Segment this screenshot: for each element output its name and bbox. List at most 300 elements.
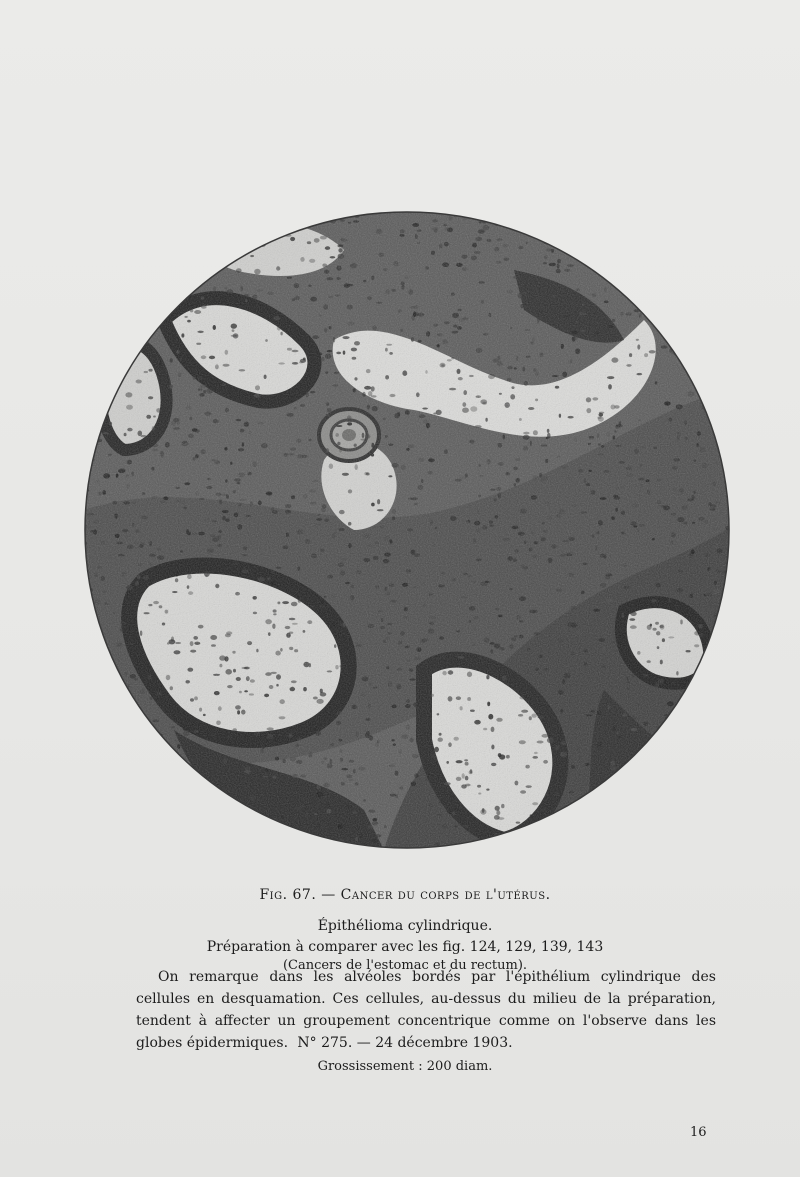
cell-nucleus <box>89 327 92 330</box>
cell-nucleus <box>86 677 92 680</box>
cell-nucleus <box>88 700 93 704</box>
cell-nucleus <box>209 809 215 811</box>
cell-nucleus <box>666 237 670 241</box>
cell-nucleus <box>717 668 724 671</box>
cell-nucleus <box>641 830 646 835</box>
cell-nucleus <box>639 254 643 256</box>
page-number: 16 <box>690 1125 707 1140</box>
cell-nucleus <box>561 816 565 820</box>
specimen-number: N° 275. — 24 décembre 1903. <box>297 1035 513 1051</box>
cell-nucleus <box>163 793 167 797</box>
cell-nucleus <box>159 781 162 783</box>
cell-nucleus <box>668 245 672 249</box>
cell-nucleus <box>114 324 119 329</box>
cell-nucleus <box>700 789 704 793</box>
cell-nucleus <box>663 760 670 765</box>
cell-nucleus <box>688 212 693 217</box>
cell-nucleus <box>562 818 566 822</box>
cell-nucleus <box>612 282 618 284</box>
cell-nucleus <box>638 259 641 261</box>
cell-nucleus <box>160 287 166 292</box>
cell-nucleus <box>120 340 125 343</box>
cell-nucleus <box>709 270 716 273</box>
cell-nucleus <box>624 285 628 288</box>
cell-nucleus <box>133 789 137 791</box>
cell-nucleus <box>157 819 160 825</box>
cell-nucleus <box>693 709 698 713</box>
cell-nucleus <box>113 382 118 385</box>
cell-nucleus <box>182 775 188 778</box>
cell-nucleus <box>115 760 121 763</box>
cell-nucleus <box>726 842 730 844</box>
cell-nucleus <box>190 214 197 219</box>
cell-nucleus <box>709 820 715 823</box>
cell-nucleus <box>639 808 646 813</box>
cell-nucleus <box>129 310 134 315</box>
cell-nucleus <box>84 736 89 740</box>
cell-nucleus <box>98 796 101 800</box>
cell-nucleus <box>625 823 628 825</box>
cell-nucleus <box>185 835 192 837</box>
cell-nucleus <box>467 211 470 215</box>
cell-nucleus <box>708 698 712 701</box>
cell-nucleus <box>693 707 697 712</box>
cell-nucleus <box>143 832 148 836</box>
cell-nucleus <box>144 839 147 844</box>
cell-nucleus <box>673 825 680 827</box>
cell-nucleus <box>189 800 194 802</box>
cell-nucleus <box>91 366 97 372</box>
cell-nucleus <box>670 832 674 836</box>
cell-nucleus <box>233 824 239 827</box>
cell-nucleus <box>707 326 712 331</box>
cell-nucleus <box>154 230 157 236</box>
cell-nucleus <box>118 256 125 259</box>
cell-nucleus <box>556 210 561 215</box>
cell-nucleus <box>713 718 720 721</box>
cell-nucleus <box>708 311 712 316</box>
cell-nucleus <box>661 263 666 268</box>
cell-nucleus <box>714 358 718 363</box>
cell-nucleus <box>637 300 642 302</box>
cell-nucleus <box>167 256 170 261</box>
cell-nucleus <box>672 750 677 753</box>
cell-nucleus <box>665 284 668 286</box>
cell-nucleus <box>133 318 136 323</box>
cell-nucleus <box>687 216 691 220</box>
cell-nucleus <box>701 276 706 281</box>
cell-nucleus <box>247 826 252 831</box>
cell-nucleus <box>510 838 515 843</box>
cell-nucleus <box>474 212 477 215</box>
cell-nucleus <box>296 211 302 213</box>
cell-nucleus <box>494 210 501 212</box>
cell-nucleus <box>110 269 114 274</box>
cell-nucleus <box>113 695 116 699</box>
cell-nucleus <box>678 243 684 248</box>
cell-nucleus <box>119 767 124 771</box>
cell-nucleus <box>515 830 520 834</box>
cell-nucleus <box>659 225 665 229</box>
cell-nucleus <box>126 754 129 757</box>
cell-nucleus <box>90 354 93 356</box>
cell-nucleus <box>110 385 113 390</box>
cell-nucleus <box>715 384 721 388</box>
cell-nucleus <box>638 228 644 231</box>
cell-nucleus <box>164 790 170 794</box>
cell-nucleus <box>473 210 480 213</box>
cell-nucleus <box>703 272 707 276</box>
cell-nucleus <box>580 820 586 824</box>
cell-nucleus <box>160 298 164 301</box>
cell-nucleus <box>84 293 87 298</box>
cell-nucleus <box>308 220 314 224</box>
cell-nucleus <box>612 226 619 228</box>
cell-nucleus <box>131 771 134 776</box>
cell-nucleus <box>652 240 655 243</box>
cell-nucleus <box>660 272 664 275</box>
cell-nucleus <box>240 229 247 232</box>
cell-nucleus <box>105 211 110 214</box>
cell-nucleus <box>217 814 222 817</box>
cell-nucleus <box>601 845 606 849</box>
cell-nucleus <box>678 349 682 354</box>
cell-nucleus <box>712 229 716 232</box>
cell-nucleus <box>168 290 173 295</box>
cell-nucleus <box>137 252 144 256</box>
cell-nucleus <box>525 841 531 845</box>
cell-nucleus <box>623 837 627 842</box>
cell-nucleus <box>109 716 115 719</box>
cell-nucleus <box>136 811 143 814</box>
cell-nucleus <box>202 805 207 809</box>
cell-nucleus <box>625 836 629 841</box>
cell-nucleus <box>84 638 89 643</box>
cell-nucleus <box>86 431 90 436</box>
cell-nucleus <box>636 810 641 813</box>
cell-nucleus <box>597 805 602 809</box>
cell-nucleus <box>98 408 103 412</box>
cell-nucleus <box>717 283 724 286</box>
cell-nucleus <box>705 325 712 329</box>
cell-nucleus <box>101 665 108 669</box>
cell-nucleus <box>115 734 120 738</box>
cell-nucleus <box>580 228 583 232</box>
cell-nucleus <box>715 240 719 245</box>
cell-nucleus <box>586 236 591 239</box>
cell-nucleus <box>699 346 705 351</box>
cell-nucleus <box>645 748 648 752</box>
cell-nucleus <box>588 262 594 265</box>
cell-nucleus <box>233 211 238 216</box>
cell-nucleus <box>92 356 97 360</box>
cell-nucleus <box>98 822 103 825</box>
cell-nucleus <box>652 313 657 318</box>
cell-nucleus <box>693 212 699 216</box>
cell-nucleus <box>617 269 624 274</box>
cell-nucleus <box>138 224 144 228</box>
cell-nucleus <box>698 840 702 843</box>
cell-nucleus <box>260 823 264 827</box>
cell-nucleus <box>234 812 240 815</box>
cell-nucleus <box>610 265 614 270</box>
cell-nucleus <box>86 437 89 439</box>
cell-nucleus <box>695 686 700 688</box>
cell-nucleus <box>299 214 302 218</box>
cell-nucleus <box>240 811 246 815</box>
cell-nucleus <box>535 219 538 224</box>
cell-nucleus <box>673 808 677 810</box>
cell-nucleus <box>93 414 96 418</box>
figure-subtitle: Épithélioma cylindrique. <box>317 918 493 934</box>
cell-nucleus <box>160 785 164 788</box>
cell-nucleus <box>676 728 683 733</box>
preparation-note: Préparation à comparer avec les fig. 124, 129, 139, 143 <box>206 939 604 955</box>
cell-nucleus <box>590 251 594 255</box>
cell-nucleus <box>90 763 97 767</box>
cell-nucleus <box>160 812 165 815</box>
cell-nucleus <box>139 724 145 728</box>
cell-nucleus <box>162 800 166 804</box>
cell-nucleus <box>583 255 588 260</box>
cell-nucleus <box>529 838 533 844</box>
cell-nucleus <box>643 780 646 785</box>
cell-nucleus <box>141 779 146 783</box>
cell-nucleus <box>152 228 159 233</box>
cell-nucleus <box>197 267 202 271</box>
cell-nucleus <box>575 247 579 250</box>
cell-nucleus <box>176 799 179 804</box>
cell-nucleus <box>87 414 93 419</box>
cell-nucleus <box>652 223 655 227</box>
cell-nucleus <box>694 223 700 227</box>
cell-nucleus <box>140 784 147 787</box>
cell-nucleus <box>598 809 602 812</box>
cell-nucleus <box>116 766 121 768</box>
micrograph-image <box>84 210 730 850</box>
cell-nucleus <box>603 829 610 832</box>
cell-nucleus <box>640 843 645 848</box>
cell-nucleus <box>148 277 153 281</box>
cell-nucleus <box>229 830 234 833</box>
cell-nucleus <box>625 258 629 261</box>
cell-nucleus <box>199 226 204 230</box>
cell-nucleus <box>580 818 583 821</box>
cell-nucleus <box>689 337 694 342</box>
cell-nucleus <box>671 237 675 242</box>
cell-nucleus <box>145 760 150 765</box>
cell-nucleus <box>595 818 598 821</box>
cell-nucleus <box>716 669 722 673</box>
cell-nucleus <box>170 275 174 277</box>
cell-nucleus <box>719 773 726 776</box>
cell-nucleus <box>120 210 123 214</box>
cell-nucleus <box>88 808 91 813</box>
cell-nucleus <box>643 792 647 795</box>
cell-nucleus <box>108 690 114 694</box>
cell-nucleus <box>699 829 705 831</box>
cell-nucleus <box>699 810 705 813</box>
cell-nucleus <box>286 225 289 230</box>
cell-nucleus <box>88 404 93 410</box>
cell-nucleus <box>124 748 128 751</box>
cell-nucleus <box>138 807 141 810</box>
cell-nucleus <box>652 212 657 217</box>
cell-nucleus <box>98 653 101 656</box>
cell-nucleus <box>594 228 598 231</box>
cell-nucleus <box>715 318 719 322</box>
cell-nucleus <box>106 709 109 713</box>
cell-nucleus <box>624 221 629 223</box>
cell-nucleus <box>203 249 207 253</box>
cell-nucleus <box>727 732 731 735</box>
cell-nucleus <box>245 818 252 821</box>
cell-nucleus <box>693 751 699 755</box>
cell-nucleus <box>678 217 685 219</box>
cell-nucleus <box>704 402 710 407</box>
cell-nucleus <box>94 428 101 433</box>
cell-nucleus <box>615 787 622 792</box>
cell-nucleus <box>85 759 90 764</box>
cell-nucleus <box>172 796 178 799</box>
cell-nucleus <box>170 228 176 233</box>
cell-nucleus <box>110 364 116 366</box>
cell-nucleus <box>243 844 249 848</box>
cell-nucleus <box>142 811 145 816</box>
cell-nucleus <box>201 228 208 233</box>
cell-nucleus <box>706 678 713 683</box>
magnification: Grossissement : 200 diam. <box>317 1059 493 1074</box>
cell-nucleus <box>672 828 677 833</box>
cell-nucleus <box>217 235 221 239</box>
cell-nucleus <box>715 689 718 694</box>
figure-description: On remarque dans les alvéoles bordés par l'épithélium cylindrique des cellules en desquamation. Ces cellules, au-dessus du milieu de la préparation, tendent à affecter un groupement concentrique comme on l'observe dans les globes épidermiques. <box>136 969 716 1051</box>
cell-nucleus <box>240 839 247 841</box>
cell-nucleus <box>165 229 169 234</box>
micrograph-plate <box>84 210 730 850</box>
cell-nucleus <box>128 291 131 295</box>
cell-nucleus <box>141 753 145 756</box>
cell-nucleus <box>143 763 146 768</box>
cell-nucleus <box>157 763 162 766</box>
cell-nucleus <box>663 320 668 323</box>
cell-nucleus <box>97 250 102 255</box>
cell-nucleus <box>194 790 201 793</box>
cell-nucleus <box>184 804 190 807</box>
preparation-subnote: (Cancers de l'estomac et du rectum). <box>282 958 528 973</box>
cell-nucleus <box>566 249 570 253</box>
cell-nucleus <box>261 211 266 214</box>
cell-nucleus <box>710 836 715 841</box>
cell-nucleus <box>691 309 693 312</box>
cell-nucleus <box>209 269 212 274</box>
cell-nucleus <box>122 273 128 275</box>
cell-nucleus <box>92 786 95 790</box>
cell-nucleus <box>85 220 88 223</box>
cell-nucleus <box>647 753 651 758</box>
cell-nucleus <box>130 830 135 835</box>
cell-nucleus <box>282 212 286 218</box>
cell-nucleus <box>634 243 640 246</box>
cell-nucleus <box>130 339 135 344</box>
cell-nucleus <box>197 263 201 267</box>
cell-nucleus <box>712 249 716 251</box>
cell-nucleus <box>698 750 704 755</box>
cell-nucleus <box>710 375 715 379</box>
cell-nucleus <box>99 233 103 235</box>
cell-nucleus <box>104 676 110 679</box>
cell-nucleus <box>708 772 712 774</box>
cell-nucleus <box>264 831 268 835</box>
cell-nucleus <box>153 237 156 241</box>
cell-nucleus <box>312 838 315 841</box>
cell-nucleus <box>716 624 722 626</box>
cell-nucleus <box>136 303 139 308</box>
cell-nucleus <box>154 800 157 804</box>
cell-nucleus <box>225 842 232 847</box>
figure-title: Fig. 67. — Cancer du corps de l'utérus. <box>259 887 551 903</box>
cell-nucleus <box>199 214 203 219</box>
cell-nucleus <box>693 739 700 744</box>
cell-nucleus <box>727 757 730 759</box>
cell-nucleus <box>677 231 684 234</box>
cell-nucleus <box>185 821 189 826</box>
cell-nucleus <box>122 292 127 295</box>
cell-nucleus <box>225 225 232 230</box>
cell-nucleus <box>91 295 94 300</box>
cell-nucleus <box>678 331 680 334</box>
cell-nucleus <box>206 825 212 829</box>
cell-nucleus <box>103 210 108 214</box>
cell-nucleus <box>678 296 682 298</box>
cell-nucleus <box>720 666 725 670</box>
cell-nucleus <box>193 773 199 778</box>
cell-nucleus <box>590 243 595 246</box>
cell-nucleus <box>156 761 162 764</box>
cell-nucleus <box>108 673 110 675</box>
cell-nucleus <box>662 753 667 757</box>
cell-nucleus <box>677 217 683 221</box>
cell-nucleus <box>215 823 218 827</box>
cell-nucleus <box>215 819 218 824</box>
cell-nucleus <box>714 403 718 405</box>
cell-nucleus <box>121 771 123 774</box>
cell-nucleus <box>132 718 136 723</box>
cell-nucleus <box>560 220 567 226</box>
cell-nucleus <box>87 631 91 636</box>
cell-nucleus <box>88 389 93 391</box>
cell-nucleus <box>180 284 184 289</box>
cell-nucleus <box>658 220 664 222</box>
cell-nucleus <box>686 698 692 701</box>
cell-nucleus <box>623 818 630 820</box>
cell-nucleus <box>130 739 134 745</box>
cell-nucleus <box>102 675 108 680</box>
cell-nucleus <box>178 264 181 267</box>
cell-nucleus <box>660 784 663 787</box>
cell-nucleus <box>671 746 678 751</box>
cell-nucleus <box>121 352 128 357</box>
cell-nucleus <box>687 707 690 712</box>
cell-nucleus <box>150 742 152 745</box>
cell-nucleus <box>97 837 101 842</box>
cell-nucleus <box>94 721 98 724</box>
cell-nucleus <box>100 780 105 783</box>
cell-nucleus <box>685 273 687 278</box>
cell-nucleus <box>196 786 202 792</box>
cell-nucleus <box>675 754 679 758</box>
cell-nucleus <box>618 775 624 780</box>
